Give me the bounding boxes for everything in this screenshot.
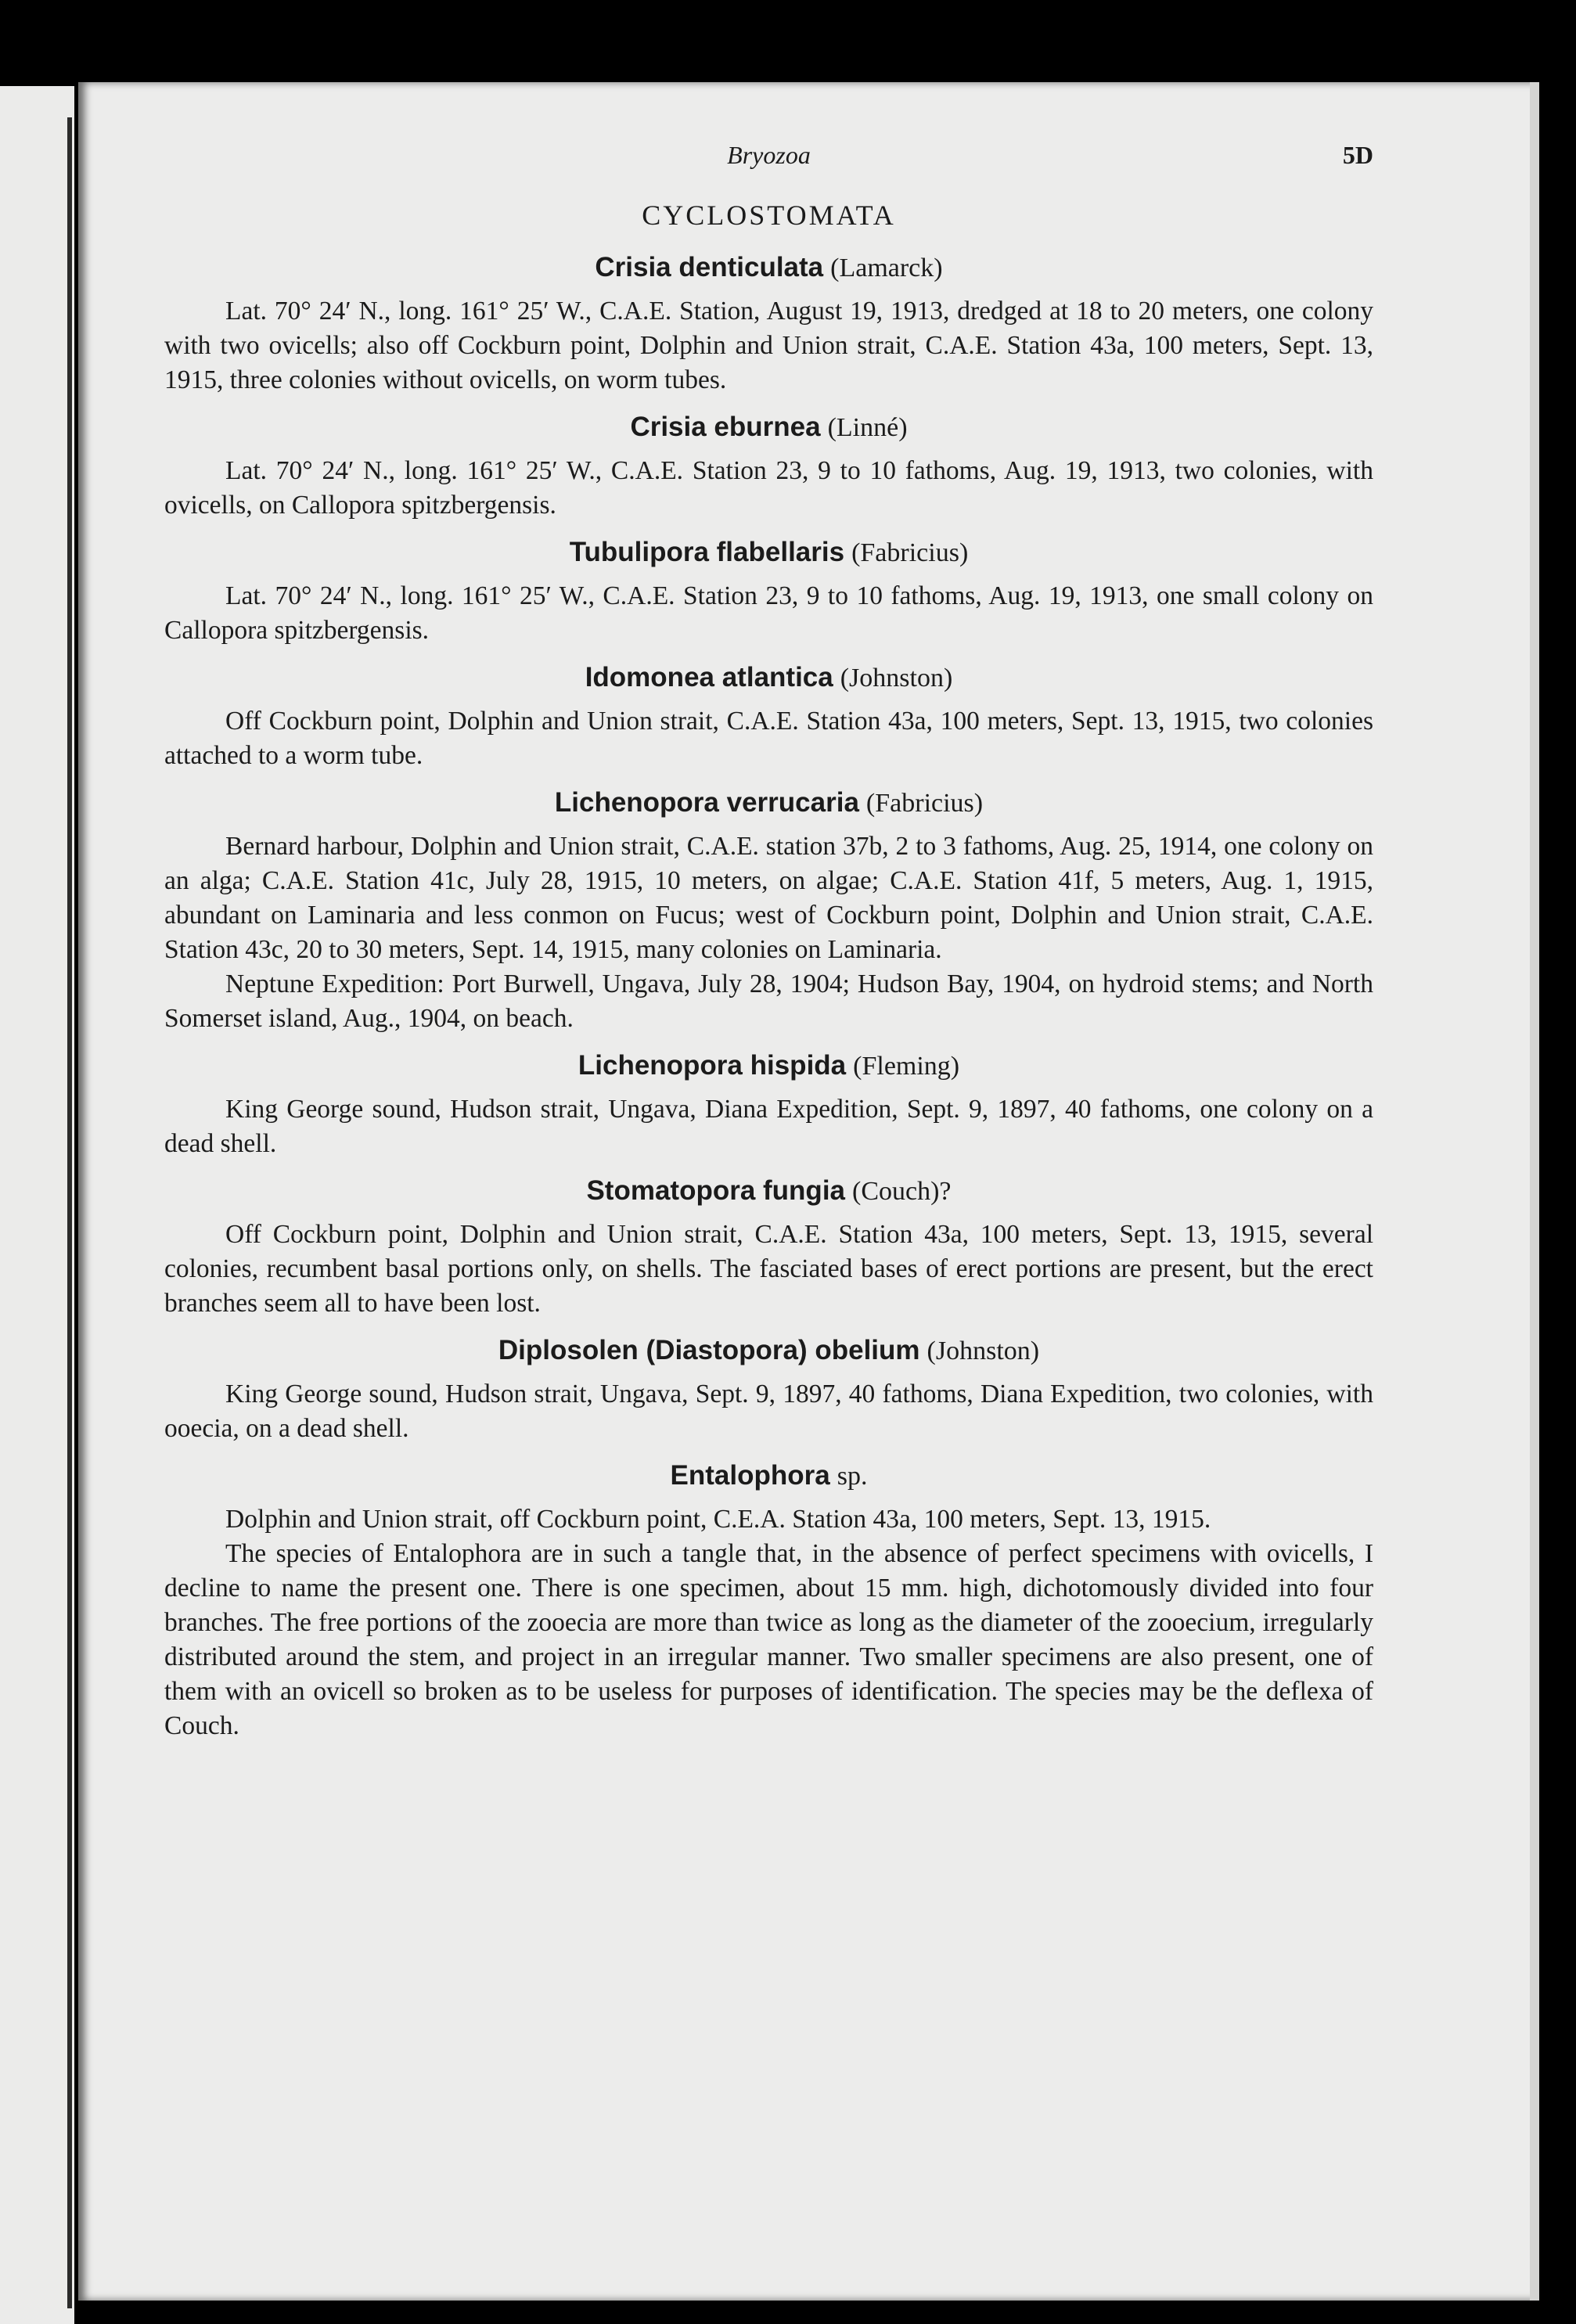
species-heading bbox=[164, 786, 1373, 818]
species-author: (Johnston) bbox=[927, 1336, 1040, 1365]
species-name: Diplosolen (Diastopora) obelium bbox=[498, 1335, 920, 1365]
species-name: Crisia denticulata bbox=[595, 252, 824, 282]
running-head bbox=[164, 141, 1373, 188]
species-heading bbox=[164, 1459, 1373, 1491]
species-paragraph: Lat. 70° 24′ N., long. 161° 25′ W., C.A.E. Station 23, 9 to 10 fathoms, Aug. 19, 1913, two colonies, with ovicells, on Callopora spitzbergensis. bbox=[164, 456, 1373, 520]
binding-gutter bbox=[67, 117, 72, 2308]
species-name: Idomonea atlantica bbox=[585, 662, 833, 693]
species-author: (Couch)? bbox=[852, 1177, 952, 1206]
species-author: sp. bbox=[837, 1462, 868, 1491]
species-paragraph: The species of Entalophora are in such a tangle that, in the absence of perfect specimens with ovicells, I decline to name the present one. There is one specimen, about 15 mm. high, dichotomously divided into four branches. The free portions of the zooecia are more than twice as long as the diameter of the zooecium, irregularly distributed around the stem, and project in an irregular manner. Two smaller specimens are also present, one of them with an ovicell so broken as to be useless for purposes of identification. The species may be the deflexa of Couch. bbox=[164, 1539, 1373, 1740]
species-name: Lichenopora hispida bbox=[578, 1050, 847, 1081]
species-paragraph: Lat. 70° 24′ N., long. 161° 25′ W., C.A.E. Station, August 19, 1913, dredged at 18 to 20 meters, one colony with two ovicells; also off Cockburn point, Dolphin and Union strait, C.A.E. Station 43a, 100 meters, Sept. 13, 1915, three colonies without ovicells, on worm tubes. bbox=[164, 297, 1373, 394]
species-heading bbox=[164, 1174, 1373, 1207]
order-heading: CYCLOSTOMATA bbox=[642, 200, 896, 231]
species-entry-lichenopora-hispida bbox=[164, 1049, 1373, 1161]
species-heading bbox=[164, 410, 1373, 443]
species-heading bbox=[164, 1333, 1373, 1366]
species-entry-idomonea-atlantica bbox=[164, 660, 1373, 773]
species-heading bbox=[164, 250, 1373, 283]
species-entry-stomatopora-fungia bbox=[164, 1174, 1373, 1321]
species-author: (Fleming) bbox=[853, 1052, 960, 1081]
species-author: (Fabricius) bbox=[865, 789, 984, 818]
page-number: 5D bbox=[1342, 141, 1373, 169]
species-name: Entalophora bbox=[670, 1460, 830, 1491]
species-heading bbox=[164, 660, 1373, 693]
species-entry-diplosolen-obelium bbox=[164, 1333, 1373, 1446]
species-author: (Lamarck) bbox=[830, 254, 943, 282]
species-name: Crisia eburnea bbox=[630, 412, 821, 442]
species-paragraph: Neptune Expedition: Port Burwell, Ungava, July 28, 1904; Hudson Bay, 1904, on hydroid stems; and North Somerset island, Aug., 1904, on beach. bbox=[164, 970, 1373, 1033]
species-heading bbox=[164, 535, 1373, 568]
species-author: (Fabricius) bbox=[851, 538, 969, 567]
page-content bbox=[164, 141, 1373, 1756]
species-paragraph: Off Cockburn point, Dolphin and Union strait, C.A.E. Station 43a, 100 meters, Sept. 13, 1915, several colonies, recumbent basal portions only, on shells. The fasciated bases of erect portions are present, but the erect branches seem all to have been lost. bbox=[164, 1220, 1373, 1318]
species-paragraph: King George sound, Hudson strait, Ungava, Sept. 9, 1897, 40 fathoms, Diana Expedition, two colonies, with ooecia, on a dead shell. bbox=[164, 1380, 1373, 1443]
species-paragraph: Bernard harbour, Dolphin and Union strait, C.A.E. station 37b, 2 to 3 fathoms, Aug. 25, 1914, one colony on an alga; C.A.E. Station 41c, July 28, 1915, 10 meters, on algae; C.A.E. Station 41f, 5 meters, Aug. 1, 1915, abundant on Laminaria and less conmon on Fucus; west of Cockburn point, Dolphin and Union strait, C.A.E. Station 43c, 20 to 30 meters, Sept. 14, 1915, many colonies on Laminaria. bbox=[164, 832, 1373, 964]
page-right-edge bbox=[1530, 82, 1539, 2301]
species-author: (Linné) bbox=[827, 413, 908, 442]
running-title: Bryozoa bbox=[727, 141, 811, 169]
species-paragraph: King George sound, Hudson strait, Ungava, Diana Expedition, Sept. 9, 1897, 40 fathoms, one colony on a dead shell. bbox=[164, 1095, 1373, 1158]
species-entry-tubulipora-flabellaris bbox=[164, 535, 1373, 648]
species-author: (Johnston) bbox=[840, 664, 953, 693]
species-name: Stomatopora fungia bbox=[586, 1175, 846, 1206]
species-entry-crisia-denticulata bbox=[164, 250, 1373, 398]
species-entry-lichenopora-verrucaria bbox=[164, 786, 1373, 1036]
species-name: Lichenopora verrucaria bbox=[554, 787, 859, 818]
species-paragraph: Lat. 70° 24′ N., long. 161° 25′ W., C.A.E. Station 23, 9 to 10 fathoms, Aug. 19, 1913, one small colony on Callopora spitzbergensis. bbox=[164, 581, 1373, 645]
species-paragraph: Dolphin and Union strait, off Cockburn point, C.E.A. Station 43a, 100 meters, Sept. 13, 1915. bbox=[225, 1505, 1211, 1534]
facing-page-edge bbox=[0, 86, 74, 2324]
species-name: Tubulipora flabellaris bbox=[569, 537, 845, 567]
species-paragraph: Off Cockburn point, Dolphin and Union strait, C.A.E. Station 43a, 100 meters, Sept. 13, 1915, two colonies attached to a worm tube. bbox=[164, 707, 1373, 770]
species-entry-crisia-eburnea bbox=[164, 410, 1373, 523]
species-heading bbox=[164, 1049, 1373, 1081]
species-entry-entalophora bbox=[164, 1459, 1373, 1743]
